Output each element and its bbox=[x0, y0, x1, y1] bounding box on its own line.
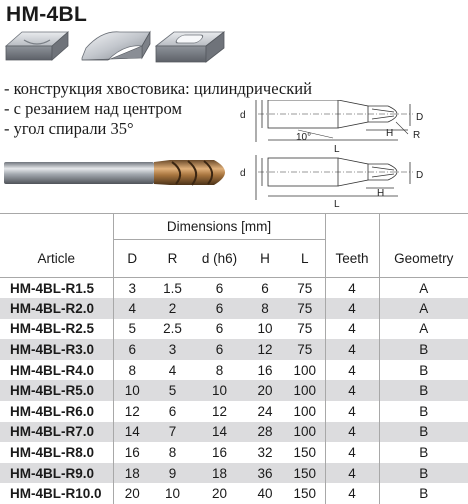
table-row bbox=[0, 380, 468, 401]
rounded-profile-icon bbox=[82, 32, 150, 60]
value-cell: 40 bbox=[245, 483, 285, 504]
value-cell: 4 bbox=[325, 463, 379, 484]
value-cell: 6 bbox=[194, 298, 245, 319]
value-cell: 24 bbox=[245, 401, 285, 422]
value-cell: 5 bbox=[151, 380, 194, 401]
value-cell: 10 bbox=[194, 380, 245, 401]
table-row bbox=[0, 339, 468, 360]
value-cell: B bbox=[379, 380, 468, 401]
value-cell: B bbox=[379, 401, 468, 422]
value-cell: 4 bbox=[325, 422, 379, 443]
value-cell: 75 bbox=[285, 319, 325, 340]
value-cell: 150 bbox=[285, 483, 325, 504]
value-cell: 75 bbox=[285, 298, 325, 319]
value-cell: 8 bbox=[113, 360, 151, 381]
drawing-b-label-H: H bbox=[377, 188, 384, 199]
header-R: R bbox=[151, 240, 194, 278]
value-cell: 4 bbox=[325, 298, 379, 319]
drawing-geometry-b bbox=[256, 155, 413, 200]
value-cell: B bbox=[379, 483, 468, 504]
value-cell: 16 bbox=[245, 360, 285, 381]
table-row bbox=[0, 401, 468, 422]
value-cell: 3 bbox=[151, 339, 194, 360]
value-cell: 9 bbox=[151, 463, 194, 484]
value-cell: 4 bbox=[325, 483, 379, 504]
table-row bbox=[0, 360, 468, 381]
endmill-photo bbox=[4, 150, 240, 194]
value-cell: 20 bbox=[194, 483, 245, 504]
value-cell: B bbox=[379, 339, 468, 360]
value-cell: 10 bbox=[151, 483, 194, 504]
value-cell: A bbox=[379, 298, 468, 319]
value-cell: 4 bbox=[325, 380, 379, 401]
table-row bbox=[0, 278, 468, 299]
value-cell: 6 bbox=[151, 401, 194, 422]
value-cell: 4 bbox=[325, 401, 379, 422]
header-geometry: Geometry bbox=[379, 240, 468, 278]
value-cell: 2.5 bbox=[151, 319, 194, 340]
drawing-b-label-D: D bbox=[416, 170, 423, 181]
header-D: D bbox=[113, 240, 151, 278]
header-teeth: Teeth bbox=[325, 240, 379, 278]
header-L: L bbox=[285, 240, 325, 278]
feature-helix-angle: - угол спирали 35° bbox=[4, 119, 244, 139]
value-cell: 16 bbox=[194, 442, 245, 463]
table-row bbox=[0, 298, 468, 319]
drawing-a-label-L: L bbox=[334, 144, 340, 155]
value-cell: 3 bbox=[113, 278, 151, 299]
value-cell: B bbox=[379, 442, 468, 463]
table-body bbox=[0, 278, 468, 504]
application-shapes bbox=[2, 24, 242, 70]
feature-list bbox=[4, 79, 244, 139]
article-cell: HM-4BL-R9.0 bbox=[0, 463, 113, 484]
value-cell: 20 bbox=[245, 380, 285, 401]
value-cell: 18 bbox=[113, 463, 151, 484]
product-title: HM-4BL bbox=[6, 3, 87, 27]
value-cell: A bbox=[379, 319, 468, 340]
value-cell: 2 bbox=[151, 298, 194, 319]
value-cell: 100 bbox=[285, 360, 325, 381]
article-cell: HM-4BL-R3.0 bbox=[0, 339, 113, 360]
value-cell: 8 bbox=[245, 298, 285, 319]
value-cell: 14 bbox=[194, 422, 245, 443]
value-cell: B bbox=[379, 463, 468, 484]
technical-drawings bbox=[238, 100, 468, 208]
value-cell: 28 bbox=[245, 422, 285, 443]
value-cell: 6 bbox=[113, 339, 151, 360]
article-cell: HM-4BL-R6.0 bbox=[0, 401, 113, 422]
value-cell: 100 bbox=[285, 422, 325, 443]
article-cell: HM-4BL-R10.0 bbox=[0, 483, 113, 504]
value-cell: 4 bbox=[325, 339, 379, 360]
article-cell: HM-4BL-R8.0 bbox=[0, 442, 113, 463]
value-cell: 12 bbox=[194, 401, 245, 422]
dimensions-group-header: Dimensions [mm] bbox=[113, 214, 325, 240]
table-row bbox=[0, 442, 468, 463]
value-cell: 1.5 bbox=[151, 278, 194, 299]
value-cell: 32 bbox=[245, 442, 285, 463]
header-article: Article bbox=[0, 240, 113, 278]
value-cell: B bbox=[379, 360, 468, 381]
drawing-a-label-H: H bbox=[386, 128, 393, 139]
value-cell: 8 bbox=[151, 442, 194, 463]
value-cell: 150 bbox=[285, 442, 325, 463]
article-cell: HM-4BL-R5.0 bbox=[0, 380, 113, 401]
value-cell: 6 bbox=[194, 319, 245, 340]
value-cell: 75 bbox=[285, 278, 325, 299]
table-row bbox=[0, 319, 468, 340]
value-cell: 100 bbox=[285, 401, 325, 422]
table-row bbox=[0, 463, 468, 484]
drawing-a-label-R: R bbox=[413, 130, 420, 141]
article-cell: HM-4BL-R1.5 bbox=[0, 278, 113, 299]
value-cell: 10 bbox=[113, 380, 151, 401]
table-row bbox=[0, 483, 468, 504]
value-cell: 36 bbox=[245, 463, 285, 484]
value-cell: 7 bbox=[151, 422, 194, 443]
header-d-h6: d (h6) bbox=[194, 240, 245, 278]
drawing-a-label-angle: 10° bbox=[296, 132, 311, 143]
feature-shank: - конструкция хвостовика: цилиндрический bbox=[4, 79, 244, 99]
value-cell: 10 bbox=[245, 319, 285, 340]
value-cell: 18 bbox=[194, 463, 245, 484]
pocket-block-icon bbox=[156, 32, 224, 62]
value-cell: 100 bbox=[285, 380, 325, 401]
value-cell: 4 bbox=[325, 360, 379, 381]
value-cell: 8 bbox=[194, 360, 245, 381]
value-cell: 4 bbox=[113, 298, 151, 319]
groove-block-icon bbox=[6, 32, 68, 60]
value-cell: 6 bbox=[245, 278, 285, 299]
value-cell: 4 bbox=[325, 278, 379, 299]
article-cell: HM-4BL-R7.0 bbox=[0, 422, 113, 443]
drawing-b-label-d: d bbox=[240, 168, 246, 179]
value-cell: B bbox=[379, 422, 468, 443]
drawing-a-label-D: D bbox=[416, 112, 423, 123]
drawing-b-label-L: L bbox=[334, 199, 340, 208]
dimensions-table bbox=[0, 213, 468, 504]
value-cell: 4 bbox=[325, 319, 379, 340]
value-cell: 4 bbox=[325, 442, 379, 463]
article-cell: HM-4BL-R2.0 bbox=[0, 298, 113, 319]
value-cell: A bbox=[379, 278, 468, 299]
feature-center-cutting: - с резанием над центром bbox=[4, 99, 244, 119]
value-cell: 12 bbox=[245, 339, 285, 360]
value-cell: 150 bbox=[285, 463, 325, 484]
value-cell: 4 bbox=[151, 360, 194, 381]
article-cell: HM-4BL-R2.5 bbox=[0, 319, 113, 340]
article-cell: HM-4BL-R4.0 bbox=[0, 360, 113, 381]
value-cell: 75 bbox=[285, 339, 325, 360]
value-cell: 16 bbox=[113, 442, 151, 463]
value-cell: 6 bbox=[194, 339, 245, 360]
drawing-a-label-d: d bbox=[240, 110, 246, 121]
value-cell: 14 bbox=[113, 422, 151, 443]
value-cell: 20 bbox=[113, 483, 151, 504]
header-H: H bbox=[245, 240, 285, 278]
value-cell: 12 bbox=[113, 401, 151, 422]
value-cell: 6 bbox=[194, 278, 245, 299]
value-cell: 5 bbox=[113, 319, 151, 340]
table-row bbox=[0, 422, 468, 443]
